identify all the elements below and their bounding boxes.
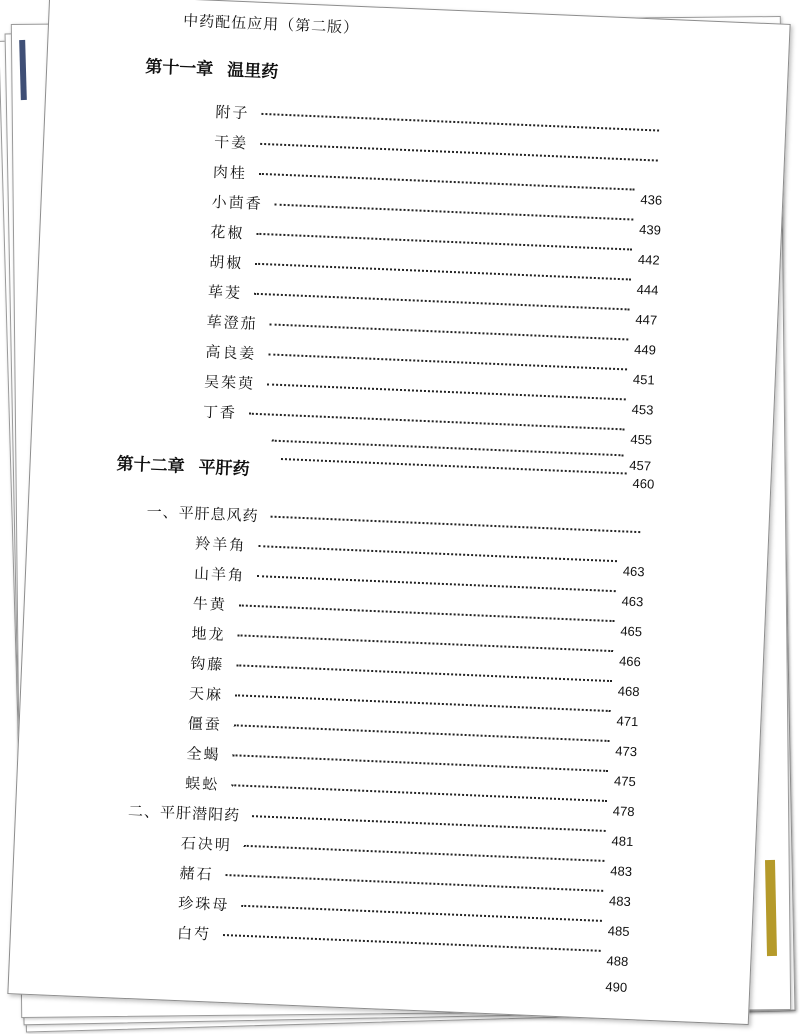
page-number: 473 bbox=[615, 743, 638, 760]
dot-leader bbox=[271, 516, 641, 533]
page-number: 483 bbox=[608, 893, 632, 910]
dot-leader bbox=[255, 263, 631, 281]
dot-leader bbox=[249, 413, 625, 431]
entry-name: 僵蚕 bbox=[187, 714, 223, 734]
page-number: 451 bbox=[632, 371, 655, 388]
page-number: 463 bbox=[622, 563, 645, 580]
entry-name: 附子 bbox=[215, 102, 250, 123]
entry-name: 白芍 bbox=[176, 924, 212, 944]
dot-leader bbox=[234, 724, 610, 742]
entry-name: 胡椒 bbox=[208, 252, 244, 273]
chapter-title: 温里药 bbox=[226, 60, 279, 83]
entry-name: 牛黄 bbox=[192, 594, 228, 614]
entry-name: 荜澄茄 bbox=[206, 312, 259, 333]
entry-name: 山羊角 bbox=[193, 564, 246, 585]
dot-leader bbox=[239, 604, 615, 622]
page-number: 490 bbox=[605, 979, 628, 995]
chapter-number: 第十二章 bbox=[116, 454, 185, 477]
page-number: 465 bbox=[620, 623, 643, 640]
page-number: 444 bbox=[636, 281, 659, 298]
page-number: 485 bbox=[607, 923, 630, 940]
page-number: 488 bbox=[606, 953, 629, 969]
entry-name: 干姜 bbox=[213, 132, 249, 153]
entry-name: 钩藤 bbox=[189, 654, 225, 674]
entry-name: 珍珠母 bbox=[177, 894, 230, 915]
page-number: 439 bbox=[638, 221, 662, 238]
section-title: 二、平肝潜阳药 bbox=[127, 801, 241, 825]
entry-name: 地龙 bbox=[191, 624, 226, 644]
page-number: 475 bbox=[613, 773, 637, 790]
dot-leader bbox=[241, 905, 602, 922]
dot-leader bbox=[267, 383, 626, 400]
entry-name: 花椒 bbox=[210, 222, 245, 243]
dot-leader bbox=[231, 784, 607, 802]
entry-name: 丁香 bbox=[202, 402, 238, 423]
entry-name: 肉桂 bbox=[212, 162, 248, 183]
dot-leader bbox=[233, 754, 609, 772]
dot-leader bbox=[270, 323, 629, 340]
dot-leader bbox=[259, 173, 635, 191]
dot-leader bbox=[225, 874, 603, 892]
entry-name: 蜈蚣 bbox=[184, 774, 220, 794]
page-number: 447 bbox=[635, 311, 658, 328]
dot-leader bbox=[268, 353, 627, 370]
dot-leader bbox=[238, 634, 614, 652]
entry-name: 赭石 bbox=[179, 864, 214, 884]
chapter-heading bbox=[145, 52, 279, 83]
page-number: 483 bbox=[610, 863, 633, 880]
entry-name: 天麻 bbox=[188, 684, 224, 704]
chapter-number: 第十一章 bbox=[144, 56, 214, 80]
page-number: 455 bbox=[630, 431, 653, 448]
entry-name: 羚羊角 bbox=[194, 534, 247, 555]
dot-leader bbox=[235, 694, 611, 712]
dot-leader bbox=[261, 113, 659, 132]
page-number: 463 bbox=[621, 593, 644, 610]
page-number: 449 bbox=[633, 341, 657, 358]
dot-leader bbox=[256, 233, 632, 251]
page-number: 471 bbox=[616, 713, 639, 730]
page-number: 453 bbox=[631, 401, 654, 418]
chapter-title: 平肝药 bbox=[198, 457, 250, 480]
dot-leader bbox=[236, 664, 612, 682]
page-number: 442 bbox=[637, 251, 660, 268]
entry-name: 石决明 bbox=[180, 834, 233, 855]
entry-name: 吴茱萸 bbox=[203, 372, 256, 393]
entry-name: 荜茇 bbox=[207, 282, 243, 303]
dot-leader bbox=[258, 545, 617, 562]
book-cover-edge bbox=[765, 860, 777, 956]
chapter-heading bbox=[116, 449, 250, 480]
page-number: 478 bbox=[612, 803, 635, 820]
dot-leader bbox=[257, 575, 616, 592]
page-number: 481 bbox=[611, 833, 634, 850]
dot-leader bbox=[223, 934, 601, 952]
dot-leader bbox=[260, 143, 658, 162]
page-number: 457 bbox=[629, 457, 652, 474]
dot-leader bbox=[252, 815, 606, 832]
page-number: 436 bbox=[640, 191, 663, 208]
page-number: 466 bbox=[618, 653, 642, 670]
page-number: 468 bbox=[617, 683, 640, 700]
page-number: 460 bbox=[632, 475, 655, 492]
dot-leader bbox=[254, 293, 630, 311]
dot-leader bbox=[244, 845, 605, 862]
toc-page bbox=[7, 0, 790, 1025]
section-title: 一、平肝息风药 bbox=[146, 502, 259, 526]
running-head: 中药配伍应用（第二版） bbox=[182, 11, 360, 37]
entry-name: 全蝎 bbox=[186, 744, 221, 764]
entry-name: 高良姜 bbox=[205, 342, 257, 363]
entry-name: 小茴香 bbox=[211, 192, 264, 214]
dot-leader bbox=[275, 204, 634, 221]
